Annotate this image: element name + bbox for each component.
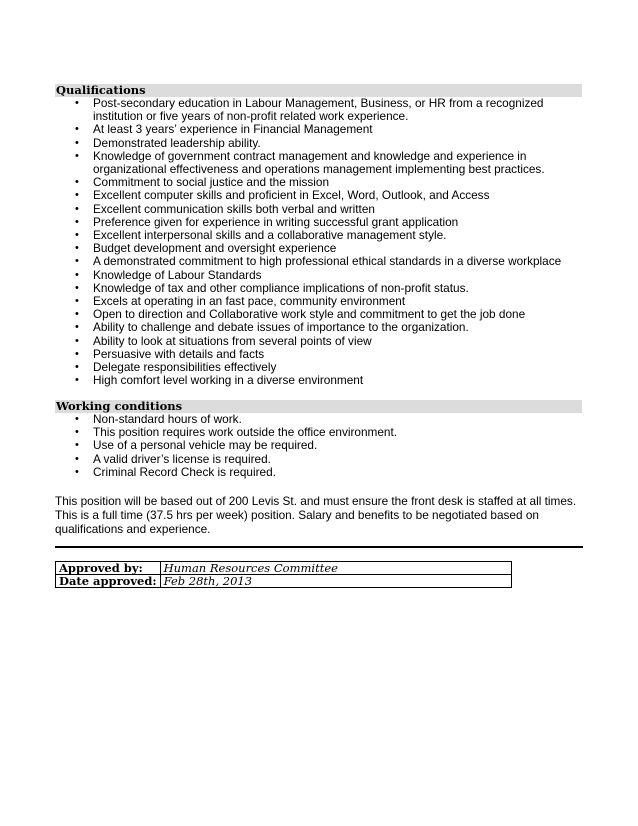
bullet-icon: • — [75, 321, 79, 334]
approved-by-label: Approved by: — [56, 562, 161, 575]
bullet-icon: • — [75, 465, 79, 478]
bullet-icon: • — [75, 229, 79, 242]
list-item-text: Persuasive with details and facts — [93, 346, 265, 361]
qualifications-list — [74, 97, 574, 387]
bullet-icon: • — [75, 452, 79, 465]
bullet-icon: • — [75, 189, 79, 202]
bullet-icon: • — [75, 202, 79, 215]
list-item-text: Demonstrated leadership ability. — [93, 135, 261, 150]
qualifications-heading: Qualifications — [55, 84, 582, 97]
list-item-text: Delegate responsibilities effectively — [93, 360, 277, 375]
list-item-text: A demonstrated commitment to high professional ethical standards in a diverse workplace — [93, 254, 562, 269]
list-item — [74, 150, 574, 176]
bullet-icon: • — [75, 268, 79, 281]
list-item-text: A valid driver’s license is required. — [93, 451, 271, 466]
bullet-icon: • — [75, 295, 79, 308]
list-item-text: Commitment to social justice and the mission — [93, 175, 330, 190]
bullet-icon: • — [75, 242, 79, 255]
list-item-text: At least 3 years’ experience in Financial Management — [93, 122, 373, 137]
bullet-icon: • — [75, 308, 79, 321]
list-item-text: Post-secondary education in Labour Management, Business, or HR from a recognized institution or five years of non-profit related work experience. — [93, 96, 544, 124]
list-item — [74, 374, 574, 387]
list-item-text: Knowledge of Labour Standards — [93, 267, 262, 282]
bullet-icon: • — [75, 426, 79, 439]
list-item-text: Excellent interpersonal skills and a collaborative management style. — [93, 228, 447, 243]
bullet-icon: • — [75, 361, 79, 374]
bullet-icon: • — [75, 176, 79, 189]
list-item-text: Excellent communication skills both verbal and written — [93, 201, 375, 216]
bullet-icon: • — [75, 97, 79, 109]
list-item-text: Open to direction and Collaborative work style and commitment to get the job done — [93, 307, 526, 322]
list-item — [74, 466, 574, 479]
date-approved-label: Date approved: — [56, 575, 161, 588]
bullet-icon: • — [75, 334, 79, 347]
list-item-text: Criminal Record Check is required. — [93, 464, 276, 479]
approval-row-date — [56, 575, 512, 588]
working-conditions-list — [74, 413, 574, 479]
list-item-text: Use of a personal vehicle may be required. — [93, 438, 318, 453]
bullet-icon: • — [75, 439, 79, 452]
bullet-icon: • — [75, 136, 79, 149]
bullet-icon: • — [75, 347, 79, 360]
bullet-icon: • — [75, 255, 79, 268]
section-divider — [55, 546, 583, 548]
bullet-icon: • — [75, 123, 79, 136]
list-item-text: Ability to challenge and debate issues of importance to the organization. — [93, 320, 469, 335]
bullet-icon: • — [75, 374, 79, 387]
bullet-icon: • — [75, 149, 79, 162]
working-conditions-heading: Working conditions — [55, 400, 582, 413]
date-approved-value: Feb 28th, 2013 — [160, 575, 511, 588]
list-item-text: This position requires work outside the office environment. — [93, 425, 398, 440]
list-item-text: Excellent computer skills and proficient in Excel, Word, Outlook, and Access — [93, 188, 490, 203]
list-item-text: Non-standard hours of work. — [93, 412, 242, 426]
bullet-icon: • — [75, 413, 79, 425]
list-item — [74, 97, 574, 123]
list-item-text: Preference given for experience in writing successful grant application — [93, 214, 459, 229]
bullet-icon: • — [75, 215, 79, 228]
list-item-text: Knowledge of government contract management and knowledge and experience in organizational effectiveness and operations management implementing best practices. — [93, 148, 545, 177]
approval-table — [55, 561, 512, 588]
list-item-text: Excels at operating in an fast pace, community environment — [93, 294, 406, 309]
bullet-icon: • — [75, 281, 79, 294]
approved-by-value: Human Resources Committee — [160, 562, 511, 575]
list-item-text: Ability to look at situations from several points of view — [93, 333, 372, 348]
approval-row-approved-by — [56, 562, 512, 575]
list-item-text: Knowledge of tax and other compliance implications of non-profit status. — [93, 280, 469, 295]
list-item-text: Budget development and oversight experience — [93, 241, 337, 256]
list-item-text: High comfort level working in a diverse environment — [93, 373, 364, 388]
position-note: This position will be based out of 200 Levis St. and must ensure the front desk is staffed at all times. This is a full time (37.5 hrs per week) position. Salary and benefits to be negotiated based on qualifications and experience. — [55, 494, 577, 537]
